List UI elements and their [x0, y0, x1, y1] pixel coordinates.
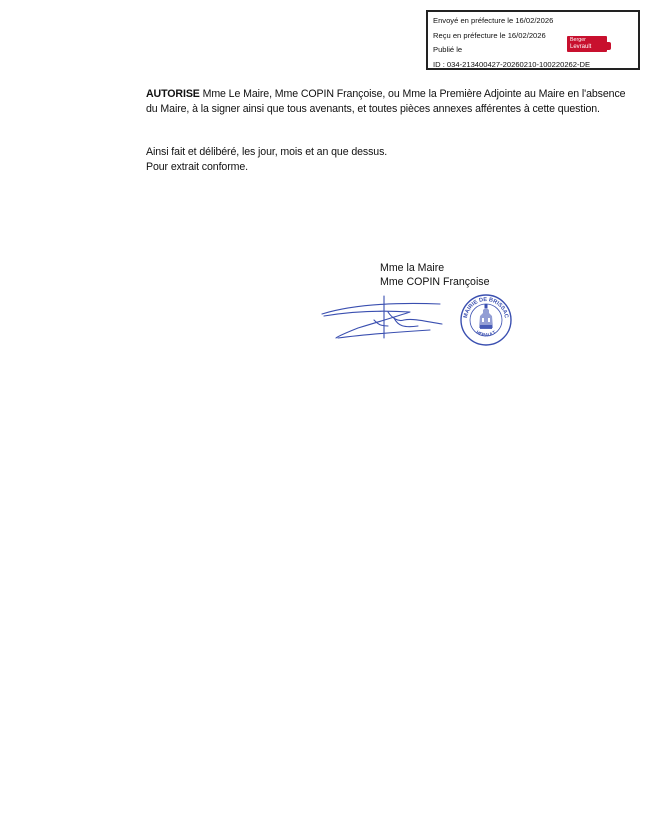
- autorise-text-line1: Mme Le Maire, Mme COPIN Françoise, ou Mme la Première Adjointe au Maire en l'absence: [199, 88, 626, 100]
- autorise-text-line2: du Maire, à la signer ainsi que tous avenants, et toutes pièces annexes afférentes à cette question.: [146, 103, 600, 115]
- mairie-seal: [458, 292, 514, 348]
- closing-line1: Ainsi fait et délibéré, les jour, mois et an que dessus.: [146, 146, 388, 158]
- seal-text-top: MAIRIE DE BRISSAC: [463, 296, 509, 319]
- closing-line2: Pour extrait conforme.: [146, 161, 249, 173]
- autorise-keyword: AUTORISE: [146, 88, 200, 100]
- autorise-paragraph: [146, 87, 625, 117]
- seal-text-bottom: HERAULT: [475, 329, 497, 338]
- logo-text-berger: Berger: [570, 37, 586, 43]
- stamp-recu: Reçu en préfecture le 16/02/2026: [433, 31, 546, 40]
- signatory-title: Mme la Maire: [380, 262, 445, 274]
- signatory-name: Mme COPIN Françoise: [380, 276, 490, 288]
- handwritten-signature: [318, 292, 448, 342]
- logo-tail-shape: [605, 42, 611, 50]
- berger-levrault-logo: [567, 36, 607, 52]
- stamp-envoye: Envoyé en préfecture le 16/02/2026: [433, 16, 554, 25]
- closing-paragraph: [146, 145, 387, 175]
- signature-block: [380, 261, 490, 289]
- prefecture-stamp: [426, 10, 640, 70]
- stamp-id: ID : 034-213400427-20260210-100220262-DE: [433, 60, 591, 69]
- svg-text:HERAULT: [475, 330, 496, 338]
- stamp-publie: Publié le: [433, 45, 463, 54]
- logo-text-levrault: Levrault: [570, 43, 592, 50]
